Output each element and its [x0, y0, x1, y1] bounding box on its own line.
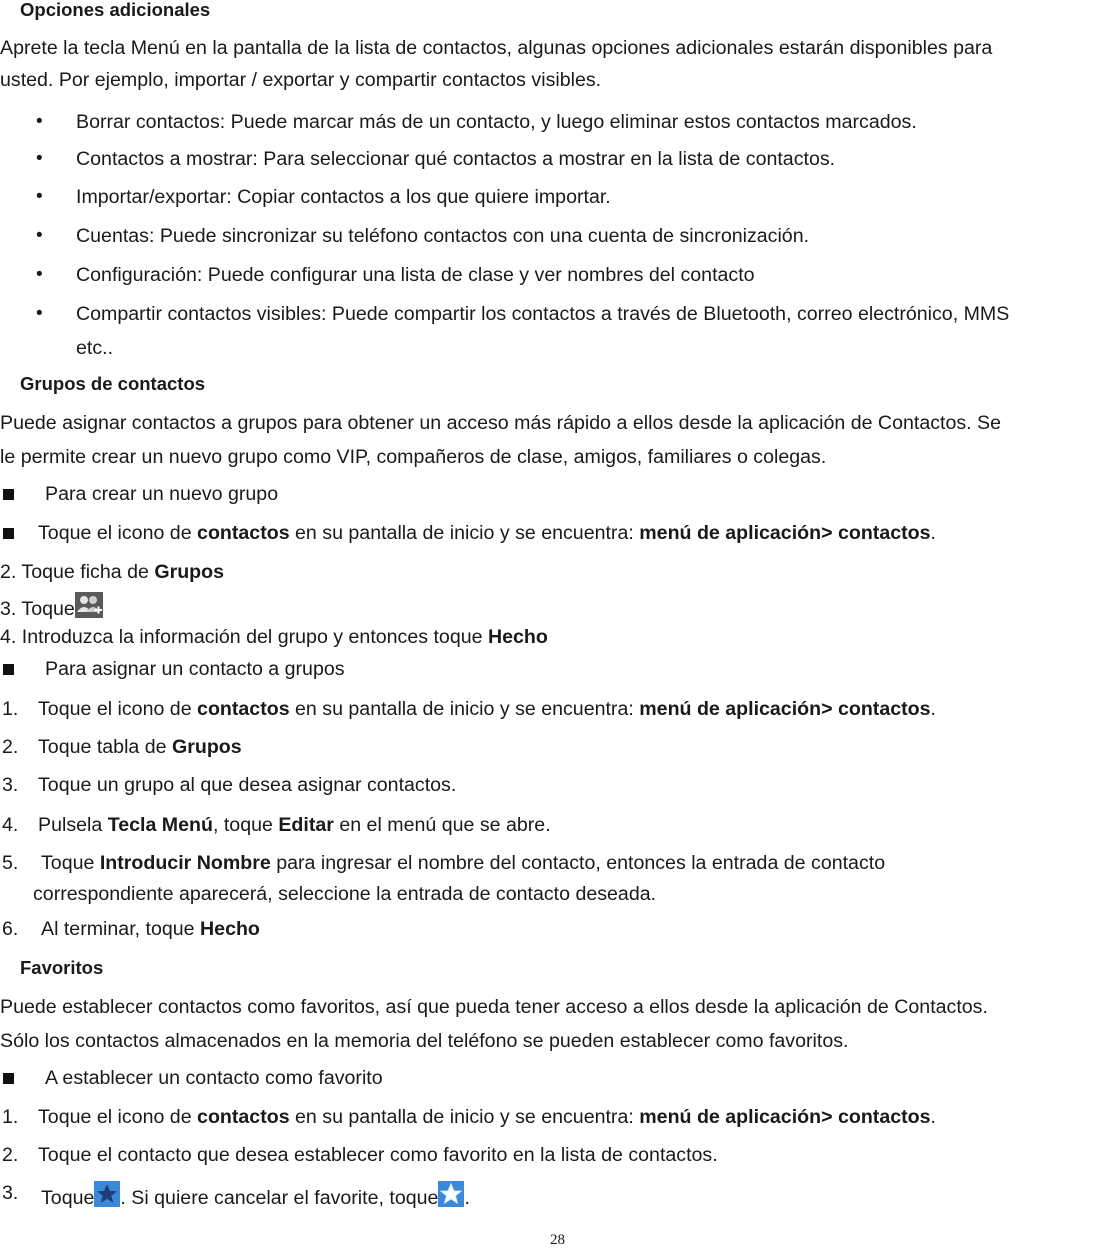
square-bullet — [3, 664, 14, 675]
bullet-dot: • — [36, 186, 43, 207]
section-title-grupos: Grupos de contactos — [20, 373, 206, 394]
crear-step-4: 4. Introduzca la información del grupo y entonces toque Hecho — [0, 626, 548, 648]
star-outline-icon — [438, 1181, 464, 1213]
section-title-opciones: Opciones adicionales — [20, 0, 211, 20]
crear-step-2: 2. Toque ficha de Grupos — [0, 561, 225, 583]
favoritos-intro-line2: Sólo los contactos almacenados en la memoria del teléfono se pueden establecer como favoritos. — [0, 1030, 849, 1052]
bullet-dot: • — [36, 264, 43, 285]
list-item-continuation: etc.. — [76, 337, 114, 359]
group-add-icon — [75, 592, 103, 624]
bullet-dot: • — [36, 225, 43, 246]
square-bullet — [3, 528, 14, 539]
section-title-favoritos: Favoritos — [20, 957, 104, 978]
crear-step-3: 3. Toque — [0, 592, 103, 624]
opciones-intro-line2: usted. Por ejemplo, importar / exportar y compartir contactos visibles. — [0, 69, 602, 91]
bullet-dot: • — [36, 303, 43, 324]
grupos-intro-line1: Puede asignar contactos a grupos para obtener un acceso más rápido a ellos desde la aplicación de Contactos. Se — [0, 412, 1002, 434]
square-bullet — [3, 1073, 14, 1084]
grupos-intro-line2: le permite crear un nuevo grupo como VIP, compañeros de clase, amigos, familiares o colegas. — [0, 446, 827, 468]
bullet-dot: • — [36, 148, 43, 169]
bullet-dot: • — [36, 111, 43, 132]
favoritos-intro-line1: Puede establecer contactos como favoritos, así que pueda tener acceso a ellos desde la aplicación de Contactos. — [0, 996, 988, 1018]
document-page: Opciones adicionales Aprete la tecla Menú en la pantalla de la lista de contactos, algunas opciones adicionales estarán disponibles para usted. Por ejemplo, importar / exportar y compartir contactos visibles. • Borrar contactos: Puede marcar más de un contacto, y luego eliminar estos contactos marcados. • Contactos a mostrar: Para seleccionar qué contactos a mostrar en la lista de contactos. • Importar/exportar: Copiar contactos a los que quiere importar. • Cuentas: Puede sincronizar su teléfono contactos con una cuenta de sincronización. • Configuración: Puede configurar una lista de clase y ver nombres del contacto • Compartir contactos visibles: Puede compartir los contactos a través de Bluetooth, correo electrónico, MMS etc.. Grupos de contactos Puede asignar contactos a grupos para obtener un acceso más rápido a ellos desde la aplicación de Contactos. Se le permite crear un nuevo grupo como VIP, compañeros de clase, amigos, familiares o colegas. Para crear un nuevo grupo Toque el icono de contactos en su pantalla de inicio y se encuentra: menú de aplicación> contactos. 2. Toque ficha de Grupos 3. Toque 4. Introduzca la información del grupo y entonces toque Hecho Para asignar un contacto a grupos 1. Toque el icono de contactos en su pantalla de inicio y se encuentra: menú de aplicación> contactos. 2. Toque tabla de Grupos 3. Toque un grupo al que desea asignar contactos. 4. Pulsela Tecla Menú, toque Editar en el menú que se abre. 5. Toque Introducir Nombre para ingresar el nombre del contacto, entonces la entrada de contacto correspondiente aparecerá, seleccione la entrada de contacto deseada. 6. Al terminar, toque Hecho Favoritos Puede establecer contactos como favoritos, así que pueda tener acceso a ellos desde la aplicación de Contactos. Sólo los contactos almacenados en la memoria del teléfono se pueden establecer como favoritos. A establecer un contacto como favorito 1. Toque el icono de contactos en su pantalla de inicio y se encuentra: menú de aplicación> contactos. 2. Toque el contacto que desea establecer como favorito en la lista de contactos. 3. Toque . Si quiere cancelar el favorite, toque . 28 — [0, 0, 1115, 1248]
opciones-intro-line1: Aprete la tecla Menú en la pantalla de la lista de contactos, algunas opciones adicionales estarán disponibles para — [0, 37, 993, 59]
page-number: 28 — [550, 1232, 565, 1248]
square-bullet — [3, 489, 14, 500]
star-filled-icon — [94, 1181, 120, 1213]
asignar-step-5-continuation: correspondiente aparecerá, seleccione la entrada de contacto deseada. — [33, 883, 657, 905]
